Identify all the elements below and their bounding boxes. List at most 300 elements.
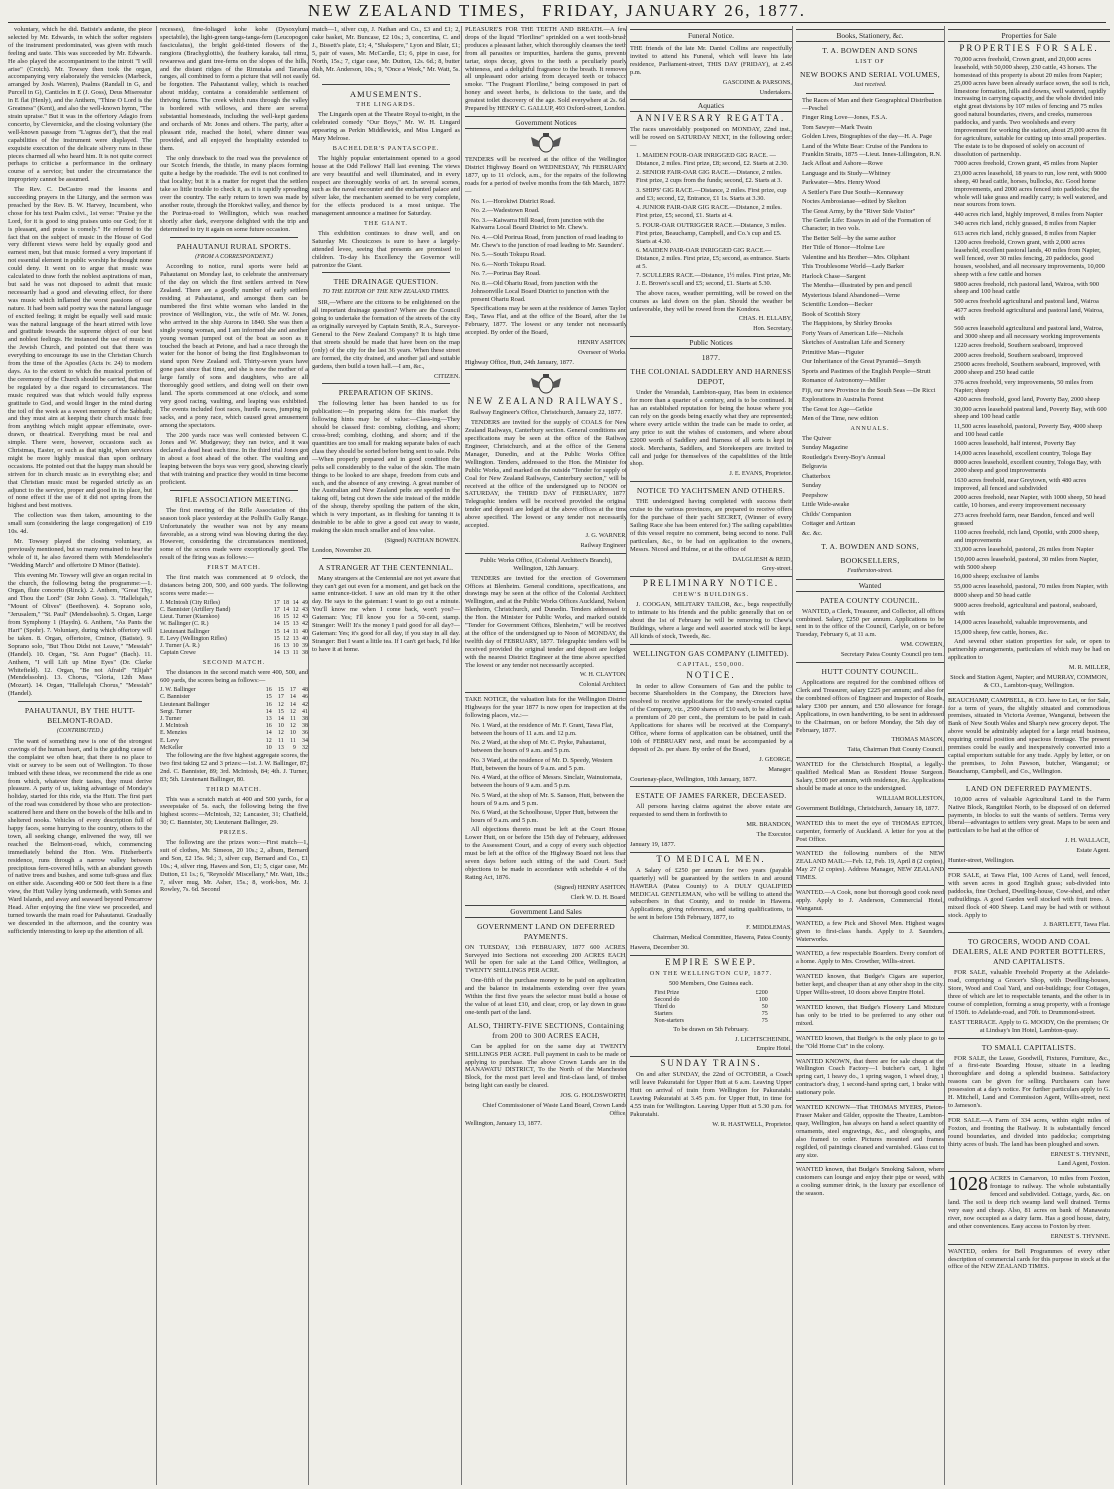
score-row (160, 687, 308, 694)
list-item: 8000 acres leasehold, excellent country, Tologa Bay, with 2000 sheep and good improvements (954, 459, 1101, 475)
list-item: 1. MAIDEN FOUR-OAR INRIGGED GIG RACE. —Distance, 2 miles. First prize, £8; second, £2. Starts at 2.30. (636, 152, 789, 167)
cell-value: 10 (265, 744, 272, 751)
acreage-number: 1028 (948, 1173, 988, 1196)
annual-list (796, 435, 944, 538)
advert-place: Highway Office, Hutt, 24th January, 1877. (465, 358, 574, 366)
advert-place: Wellington, January 13, 1877. (465, 1119, 542, 1127)
cell-value: 12 (289, 723, 296, 730)
advert-heading: LAND ON DEFERRED PAYMENTS. (965, 783, 1093, 793)
cell-value: 14 (277, 715, 284, 722)
article-subheading: (CONTRIBUTED.) (56, 728, 104, 735)
cell-value: 14 (292, 599, 299, 606)
cell-value: 15 (277, 687, 284, 694)
advert-text: TENDERS will be received at the office of the Wellington District Highway Board on WEDNESDAY, 7th FEBRUARY, 1877, up to 11 o'clock, a.m., for the repairs of the following roads for a period of twelve months from the 6th March, 1877:— (465, 155, 627, 195)
cell-name: Lieutenant Ballinger (160, 628, 210, 635)
cell-value: 14 (265, 730, 272, 737)
cell-name: J. Turner (A. R.) (160, 643, 200, 650)
cell-value: £200 (755, 989, 768, 996)
cell-value: 36 (302, 730, 308, 737)
advert-text: TAKE NOTICE, the valuation lists for the Wellington District Highways for the year 1877 is now open for inspection at the following places, viz.:— (465, 696, 627, 720)
score-table-2 (160, 687, 308, 752)
advert-heading: PRELIMINARY NOTICE. (642, 578, 780, 589)
wanted-advert: WANTED KNOWN—That THOMAS MYERS, Pieton-Fraser Maker and Gilder, opposite the Theatre, Lambton-quay, Wellington, has always on hand a select quantity of ornaments, steel engravings, &c., and oleographs, and also framed to order. Pictures mounted and frames regilded, oil paintings cleaned and varnished. Glass cut to any size. (796, 1104, 944, 1159)
cell-value: 38 (302, 715, 308, 722)
advert-text: And several other station properties for sale, or open to partnership arrangements, particulars of which may be had on application to (948, 638, 1110, 662)
wanted-advert: WANTED known, that Budge's Cigars are superior, better kept, and cheaper than at any other shop in the city. Upper Willis-street, 10 doors above Empire Hotel. (796, 973, 944, 997)
advert-text: WANTED for the Christchurch Hospital, a legally-qualified Medical Man as Resident House Surgeon. Salary, £300 per annum, with residence, &c. Applications should be made at once to the undersigned. (796, 761, 944, 792)
cell-value: 40 (302, 635, 308, 642)
list-item: Childs' Companion (802, 510, 852, 518)
cell-value: 14 (289, 694, 296, 701)
cell-value: 10 (277, 723, 284, 730)
cell-value: 13 (283, 643, 290, 650)
match-label: FIRST MATCH. (207, 564, 261, 572)
wanted-advert: WANTED KNOWN, that there are for sale cheap at the Wellington Coach Factory—1 butcher's cart, 1 light spring cart, 1 heavy do., 1 spring wagon, 1 wheel dray, 1 contractor's dray, 1 second-hand spring cart, 1 brake with stationary pole. (796, 1057, 944, 1097)
advert-heading: TO SMALL CAPITALISTS. (981, 1042, 1077, 1052)
wanted-advert: WANTED known, that Budge's Smoking Saloon, where customers can lounge and enjoy their pipe or weed, with a cooling summer drink, is the luxury par excellence of the season. (796, 1166, 944, 1198)
advert-signature: J. H. WALLACE, (1065, 837, 1110, 845)
list-item: 14,000 acres leasehold, excellent country, Tologa Bay (954, 449, 1092, 457)
article-text: The 200 yards race was well contested between C. Jones and W. Mudgeway; they ran twice, and it was declared a dead heat each time. In the third trial Jones got in about a foot ahead of the other. The vaulting and leaping between the boys was very good, showing clearly that with training and practice they would in time become proficient. (160, 431, 308, 486)
list-item: Sunday Magazine (802, 444, 848, 452)
cell-name: W. Ballinger (C. R.) (160, 621, 209, 628)
advert-signature: Railway Engineer. (580, 541, 627, 549)
advert-text: WANTED, a Clerk, Treasurer, and Collector, all offices combined. Salary, £250 per annum. Applications to be sent in to the office of the Council, Carlyle, on or before Tuesday, February 6, at 11 a.m. (796, 607, 944, 639)
article-text: The distances in the second match were 400, 500, and 600 yards, the scores being as follows:— (160, 669, 308, 685)
list-item: 55,000 acres leasehold, pastoral, 70 miles from Napier, with (954, 582, 1108, 590)
letter-address: TO THE EDITOR OF THE NEW ZEALAND TIMES. (322, 289, 450, 296)
list-item: The Better Self—by the same author (802, 234, 896, 242)
column-2 (156, 26, 308, 1485)
cell-value: 48 (302, 687, 308, 694)
list-item: 33,000 acres leasehold, pastoral, 26 miles from Napier (954, 546, 1094, 554)
advert-place: Courtenay-place, Wellington, 10th January, 1877. (630, 775, 757, 783)
list-item: Sunday (802, 482, 822, 490)
column-6 (792, 26, 944, 1485)
cell-value: 11 (290, 737, 296, 744)
section-heading: Wanted (796, 579, 944, 592)
list-item: 7. SCULLERS RACE.—Distance, 1½ miles. First prize, Mr. J. E. Brown's scull and £5; second, £1. Starts at 5.30. (636, 272, 792, 288)
wanted-advert: WANTED this to meet the eye of THOMAS EPTON, carpenter, formerly of Auckland. A letter for you at the Post Office. (796, 819, 944, 843)
list-item: Harlock Chase—Sargent (802, 272, 866, 280)
prize-row (654, 990, 767, 997)
list-item: 2. SENIOR FAIR-OAR GIG RACE.—Distance, 2 miles. First prize, 2 cups from the funds; second, £2. Starts at 3. (636, 169, 783, 185)
road-list (465, 198, 627, 304)
list-item: No. 5.—South Tokupu Road. (471, 251, 546, 259)
list-item: 9800 acres freehold, rich pastoral land, Wairoa, with 900 sheep and 100 head cattle (954, 280, 1100, 296)
cell-name: Second do (654, 996, 680, 1003)
list-item: 1200 acres freehold, Crown grant, with 2,000 acres leasehold, excellent pastoral lands, 40 miles from Napier, well fenced, over 30 miles fencing, 20 paddocks, good houses, woolshed, and all necessary improvements, 10,000 sheep with a few cattle and horses (954, 239, 1105, 279)
section-heading: Properties for Sale (948, 29, 1110, 42)
advert-text: Can be applied for on the same day at TWENTY SHILLINGS PER ACRE. Full payment in cash to be made on applying to purchase. The above Crown Lands are in the MANAWATU DISTRICT, To the North of the Manchester Block, for the most part level and first-class land, of timber being light can easily be cleared. (465, 1042, 627, 1090)
cell-value: 13 (277, 744, 284, 751)
advert-text: FOR SALE, the Lease, Goodwill, Fixtures, Furniture, &c., of a first-rate Boarding House, situate in a leading thoroughfare and doing a splendid business. Satisfactory reasons can be given for selling. Purchasers can have possession at a day's notice. For further particulars apply to G. H. Mitchell, Land and Commission Agent, Willis-street, next to Jameson's. (948, 1054, 1110, 1109)
list-item: Primitive Man—Figuier (802, 348, 864, 356)
list-item: No. 3 Ward, at the residence of Mr. D. Speedy, Western Hutt, between the hours of 9 a.m. and 5 p.m. (471, 756, 613, 772)
cell-value: 12 (292, 614, 299, 621)
article-text: This exhibition continues to draw well, and on Saturday Mr. Chouiczoes is sure to have a largely-attended levee, seeing that presents are promised to children. To-day his Excellency the Governor will patronize the Giant. (312, 229, 460, 269)
advert-signature: W. H. CLAYTON, (579, 671, 627, 679)
list-item: No. 5 Ward, at the shop of Mr. S. Sanson, Hutt, between the hours of 9 a.m. and 5 p.m. (471, 791, 625, 807)
advert-subheading: ON THE WELLINGTON CUP, 1877. (649, 969, 773, 977)
cell-name: J. McIntosh (160, 723, 189, 730)
list-item: 500 acres freehold agricultural and pastoral land, Wairoa (954, 297, 1099, 305)
wanted-advert: WANTED, a few Pick and Shovel Men. Highest wages given to first-class hands. Apply to J. Saunders, Waterworks. (796, 919, 944, 943)
column-7 (944, 26, 1110, 1485)
score-table-1 (160, 600, 308, 658)
advert-place: Hunter-street, Wellington. (948, 857, 1015, 865)
list-item: 2000 acres freehold, Southern seaboard, improved (954, 351, 1083, 359)
cell-value: 15 (273, 628, 280, 635)
list-item: No. 6 Ward, at the Schoolhouse, Upper Hutt, between the hours of 9 a.m. and 5 p.m. (471, 809, 618, 824)
list-item: Parkwater—Mrs. Henry Wood (802, 179, 881, 187)
cell-value: 16 (265, 723, 272, 730)
advert-text: The races unavoidably postponed on MONDAY, 22nd inst., will be rowed on SATURDAY NEXT, in the following order:— (630, 126, 792, 150)
advert-heading: ESTATE OF JAMES FARKER, DECEASED. (635, 791, 787, 801)
list-item: No. 1 Ward, at the residence of Mr. F. Grant, Tawa Flat, between the hours of 11 a.m. and 12 p.m. (471, 722, 614, 737)
advert-text: BEAUCHAMP, CAMPBELL, & CO. have to Let, or for Sale, for a term of years, the slightly situated and commodious premises, situated in Victoria Avenue, Wanganui, between the Bank of New South Wales and Sharp's new grocery depot. The above would be admirably adapted for a large retail business, requiring central position and spacious frontage. The present premises could be easily and inexpensively converted into a capital emporium suitable for any trade. Apply by letter, or on the premises, to John Pawson, butcher, Wanganui; or Beauchamp, Campbell, and Co., Wellington. (948, 696, 1110, 775)
list-item: Peepshow (802, 491, 828, 499)
article-text: voluntary, which he did. Batiste's andante, the piece selected by Mr. Edwards, in which the softer registers of the instrument predominated, was given with much feeling and taste. This was succeeded by Mr. Edwards. He also played the accompaniment to the introit "I will arise" (Crotch). Mr. Towsey then took the organ, accompanying very elaborately the versicles (Marbeck, arranged by Josh. Warren), Psalms (Randall in G, and Purcell in G), Canticles in E (J. Goss), Deus Misereatur in E flat (Henly), and the Anthem, "Thine O Lord is the Greatness" (Kent), and also the well-known hymn, "The strain upraise." But it was in the offertory Adagio from concerto, by Clevernicke, and the closing voluntary (the well-known passage from "L'agnus dei"), that the real capabilities of the instrument were displayed. The exquisite execution of the delicate silvery runs in these pieces charmed all who heard him. It is not quite correct perhaps to criticise a performance in the ordinary course of a service; but under the circumstance the impropriety cannot be assumed. (8, 26, 152, 184)
list-item: 4677 acres freehold agricultural and pastoral land, Wairoa, with (954, 307, 1104, 323)
advert-heading: EMPIRE SWEEP. (664, 956, 757, 967)
advert-text: ON TUESDAY, 13th FEBRUARY, 1877 600 ACRES, Surveyed into Sections not exceeding 200 ACRES EACH, Will be open for sale at the Land Office, Wellington, at TWENTY SHILLINGS PER ACRE. (465, 943, 627, 975)
list-item: 340 acres rich land, richly grassed, 8 miles from Napier (954, 220, 1097, 228)
list-item: 11,500 acres leasehold, pastoral, Poverty Bay, 4000 sheep and 100 head cattle (954, 422, 1102, 438)
list-item: Mysterious Island Abandoned—Verne (802, 291, 900, 299)
advert-subheading: CHEW'S BUILDINGS. (672, 591, 750, 599)
article-text: This evening Mr. Towsey will give an organ recital in the church, the following being the programme:—1. Organ, flute concerto (Rinck). 2. Anthem, "Great Thy, and Thou the Lord" (Sir John Goss). 3. "Hallelujah," "Mount of Olives" (Beethoven). 4. Soprano solo, "Jerusalem," "St. Paul" (Mendelssohn). 5. Organ, Large from Symphony 1 (Haydn). 6. Anthem, "As Pants the Hart" (Spohr). 7. Voluntary, during which offertory will be taken. 8. Organ, offertoire, Cminor, (Batiste). 9. Soprano solo, "But Thou Didst not Leave," "Messiah" (Handel). 10. Organ, "St. Ann Fugue" (Bach). 11. Anthem, "I will Lift up Mine Eyes" (Dr. Clarke Whitefield). 12. Organ, "Be not Afraid" "Elijah" (Mendelssohn). 13. Chorus, "Gloria, 12th Mass (Mozart). 14. Organ, "Hallelujah Chorus," "Messiah" (Handel). (8, 571, 152, 698)
advert-signature: Taita, Chairman Hutt County Council. (847, 746, 944, 754)
wanted-advert: WANTED, a few respectable Boarders. Every comfort of a home. Apply to Mrs. Crowther, Willis-street. (796, 950, 944, 966)
score-row (160, 730, 308, 737)
list-item: Belgravia (802, 463, 827, 471)
article-text: Mr. Towsey played the closing voluntary, as previously mentioned, but so many remained to hear the whole of it, he also favored them with Mendelssohn's "Wedding March" and offertoire D Minor (Batiste). (8, 538, 152, 569)
list-item: Fiji, our new Province in the South Seas —De Ricci (802, 386, 936, 394)
royal-arms-icon (526, 132, 566, 154)
list-item: 14,000 acres leasehold, valuable improvements, and (954, 619, 1088, 627)
list-item: 150,000 acres leasehold, pastoral, 30 miles from Napier, with 5000 sheep (954, 555, 1099, 571)
list-item: No. 6.—North Tokupu Road. (471, 260, 546, 268)
cell-name: C. Bannister (160, 694, 190, 701)
list-item: Land of the White Bear: Cruise of the Pandora to Franklin Straits, 1875 —Lieut. Innes-Lillingston, R.N. (802, 142, 942, 158)
score-row (160, 716, 308, 723)
article-text: The following are the prizes won:—First match—1, suit of clothes, Mr. Simeon, 20 10s.; 2, album, Bernard and Son, £2 15s. 9d.; 3, silver cup, Bernard and Co., £1 10s.; 4, silver ring, Hawes and Son, £1; 5, cigar case, Mr. Dutton, £1 1s.; 6, "Reynolds' Miscellany," Mr. Watt, 18s.; 7, silver mug, Mr. Asher, 15s.; 8, work-box, Mr. J. Rowley, 7s. 6d. Second (160, 839, 308, 894)
advert-signature: Empire Hotel. (756, 1045, 792, 1053)
section-heading: Government Notices (465, 116, 627, 129)
article-text: This was a scratch match at 400 and 500 yards, for a sweepstake of 5s. each, the following being the five highest scores:—McIntosh, 32; Lancaster, 31; Chatfield, 30; C. Bannister, 30; Lieutenant Ballinger, 29. (160, 795, 308, 827)
article-text: The Lingards open at the Theatre Royal to-night, in the celebrated comedy "Our Boys," Mr. W. H. Lingard appearing as Perkin Middlewick, and Miss Lingard as Mary Melrose. (312, 111, 460, 142)
prize-row (654, 1004, 767, 1011)
advert-signature: Manager. (768, 765, 792, 773)
column-4 (461, 26, 627, 1485)
list-item: Sports and Pastimes of the English People—Strutt (802, 367, 931, 375)
cell-value: 12 (265, 737, 272, 744)
list-item: Book of Scottish Story (802, 310, 861, 318)
advert-body: ACRES in Carnarvon, 10 miles from Foxton, frontage to railway. The whole substantially fenced and subdivided. Cottage, yards, &c. on land. The soil is deep rich swamp land well drained. Terms very easy and cheap. Also, 81 acres on bank of Manawatu river, now occupied as a dairy farm. Has a good house, dairy, and other conveniences. Easy access to Foxton by river. (948, 1175, 1110, 1230)
issue-date: FRIDAY, JANUARY 26, 1877. (542, 1, 806, 20)
list-item: Tom Sawyer—Mark Twain (802, 123, 872, 131)
cell-value: 11 (278, 737, 284, 744)
advert-signature: J. LICHTSCHEINDL, (735, 1035, 792, 1043)
article-heading: THE DRAINAGE QUESTION. (333, 277, 439, 287)
list-item: No. 2.—Wadestown Road. (471, 207, 540, 214)
cell-value: 10 (289, 730, 296, 737)
advert-signature: W. R. HASTWELL, Proprietor. (712, 1120, 792, 1128)
advert-signature: Clerk W. D. H. Board. (570, 893, 627, 901)
cell-value: 16 (265, 701, 272, 708)
advert-text: FOR SALE, at Tawa Flat, 100 Acres of Land, well fenced, with seven acres in good English grass; sub-divided into paddocks, fine Orchard, Dwelling-house, Cow-shed, and other outbuildings. A good Garden well stocked with fruit trees. A mixed flock of 400 Sheep. Land may be had with or without stock. Apply to (948, 871, 1110, 919)
list-item: Little Wide-awake (802, 501, 850, 509)
score-row (160, 709, 308, 716)
advert-text (948, 1175, 1110, 1230)
cell-value: 50 (761, 1004, 768, 1011)
list-item: No. 3.—Kaiwarra Hill Road, from junction with the Kaiwarra Local Board District to Mr. Chew's. (471, 216, 605, 232)
advert-signature: J. GEORGE, (759, 755, 792, 763)
cell-value: 12 (277, 730, 284, 737)
cell-name: Sergt. Turner (160, 708, 192, 715)
cell-name: J. W. Ballinger (160, 687, 196, 694)
list-item: The Quiver (802, 434, 832, 442)
score-row (160, 694, 308, 701)
advert-heading: PROPERTIES FOR SALE. (959, 43, 1099, 53)
section-heading: Funeral Notice. (630, 29, 792, 42)
list-item: Cottager and Artizan (802, 520, 856, 528)
cell-name: Lieut. Turner (Ktamkoo) (160, 614, 220, 621)
article-subheading: (FROM A CORRESPONDENT.) (195, 253, 273, 260)
list-item: 7000 acres freehold, Crown grant, 45 miles from Napier (954, 160, 1098, 168)
cell-name: Captain Crewe (160, 650, 196, 657)
advert-text: PLEASURE'S FOR THE TEETH AND BREATH.—A few drops of the liquid "Floriline" sprinkled on a wet tooth-brush produces a pleasant lather, which thoroughly cleanses the teeth from all parasites or impurities, hardens the gums, prevents tartar, stops decay, gives to the teeth a peculiarly pearly whiteness, and a delightful fragrance to the breath. It removes all unpleasant odor arising from decayed teeth or tobacco smoke. "The Fragrant Floriline," being composed in part of honey and sweet herbs, is delicious to the taste, and the greatest toilet discovery of the age. Sold everywhere at 2s. 6d. Prepared by HENRY C. GALLUP, 493 Oxford-street, London. (465, 26, 627, 113)
article-text: The Rev. C. DeCastro read the lessons and succeeding prayers in the Liturgy, and the sermon was preached by the Rev. B. W. Harvey, Incumbent, who chose for his text Psalm cxlvi., 1st verse: "Praise ye the Lord, for it is good to sing praises unto our God; for it is pleasant, and praise is comely." He referred to the fact that on the subject of music in the House of God very different views were held by equally good and earnest men, but that music formed a very important if not essential element in public worship he thought none could deny. It went on to argue that music was calculated to draw forth the noblest aspirations of man, but said he was not disposed to admit that music necessarily had a good and elevating effect, for there was music which inflamed the worst passions of our nature. It had been said poetry was the natural language of excited feeling; it might be equally well said music was the natural language of the heart stirred with love and gratitude towards the supreme object of our best and noblest feelings. He instanced the use of music in the Jewish Church, and pointed out that there was everything to encourage its use in the Christian Church from the time of the Apostles (Acts iv. 24) to modern days. As to the extent to which the musical portion of the ceremony of the Church should be carried, that must be regulated by a due regard to circumstances. The music required was that which would fully express gratitude to God, and would linger in the mind during the toil of the week as a sweet memory of the Sabbath; and they must aim at keeping their church music free from anything which might appear effeminate, over-drawn, or theatrical. Everything must be real and simple. There were, however, occasions such as Christmas, Easter, or such as that night, when services might be more highly musical than upon ordinary occasions. He pointed out that the happy man should be striven for in church music as in everything else; and that Christian music must be regarded strictly as an adjunct to the service, proper and good in its place, but of none effect if the use of it did not spring from the highest and best motives. (8, 186, 152, 510)
ward-list (465, 722, 627, 825)
list-item: The Gentle Life: Essays in aid of the Formation of Character; in two vols. (802, 217, 932, 233)
property-list (948, 56, 1110, 637)
section-heading: Aquatics (630, 99, 792, 112)
list-item: No. 7.—Porirua Bay Road. (471, 270, 541, 278)
cell-value: 18 (283, 599, 290, 606)
cell-value: 15 (277, 708, 284, 715)
column-5 (626, 26, 792, 1485)
advert-signature: J. BARTLETT, Tawa Flat. (1043, 921, 1110, 929)
section-heading: Government Land Sales (465, 905, 627, 918)
list-item: Scientific London—Becker (802, 301, 873, 309)
advert-place: Featherston-street. (847, 567, 893, 574)
list-item: The Races of Man and their Geographical Distribution—Peschel (802, 96, 942, 112)
list-item: 376 acres freehold, very improvements, 50 miles from Napier; sheep (954, 378, 1093, 394)
list-item: Chatterbox (802, 472, 831, 480)
advert-text: TENDERS are invited for the supply of COALS for New Zealand Railways, Canterbury section. General conditions and specifications may be seen at the office of the Railway Engineer, Christchurch, and at the office of the General Manager, Dunedin, and at the Public Works Office, Wellington. Tenders, addressed to the Hon. the Minister for Public Works, and marked on the outside "Tender for supply of Coal for New Zealand Railways, Canterbury section," will be received at the office of the undersigned up to NOON on SATURDAY, the THIRD DAY of FEBRUARY, 1877. Telegraphic tenders will be received provided the original tender and deposit are lodged at the above offices at the time above specified. The lowest or any tender not necessarily accepted. (465, 419, 627, 530)
cell-value: 13 (283, 650, 290, 657)
advert-text: The above races, weather permitting, will be rowed on the courses as laid down on the plan. Should the weather be unfavorable, they will be rowed from the Kondora. (630, 289, 792, 313)
cell-value: 11 (292, 650, 299, 657)
cell-value: 15 (283, 614, 290, 621)
prize-row (654, 997, 767, 1004)
newspaper-title: NEW ZEALAND TIMES, (308, 1, 527, 20)
cell-value: 38 (302, 723, 308, 730)
advert-heading: NOTICE. (686, 669, 736, 680)
advert-signature: CHAS. H. ELLABY, (738, 315, 792, 323)
list-item: Valentine and his Brother—Mrs. Oliphant (802, 253, 910, 261)
list-item: 1600 acres leasehold, half interest, Poverty Bay (954, 440, 1076, 448)
advert-signature: Secretary Patea County Council pro tem. (840, 651, 944, 659)
advert-heading: TO GROCERS, WOOD AND COAL DEALERS, ALE AND PORTER BOTTLERS, AND CAPITALISTS. (952, 937, 1106, 967)
advert-signature: BOOKSELLERS, (840, 555, 900, 565)
cell-value: 12 (289, 708, 296, 715)
cell-value: 17 (289, 687, 296, 694)
list-item: 4200 acres freehold, good land, Poverty Bay, 2000 sheep (954, 396, 1100, 404)
list-item: Noctes Ambrosianae—edited by Skelton (802, 198, 907, 206)
cell-value: 34 (302, 737, 308, 744)
advert-text: On and after SUNDAY, the 22nd of OCTOBER, a Coach will leave Pakuratahi for Upper Hutt at 6 a.m. Leaving Upper Hutt on arrival of train from Wellington for Pakuratahi. Leaving Pakuratahi at 3.45 p.m. for Upper Hutt, in time for 4.55 train for Wellington. Leaving Upper Hutt at 5.30 p.m. for Pakuratahi. (630, 1071, 792, 1118)
list-item: The Great Army, by the "River Side Visitor" (802, 207, 916, 215)
advert-signature: Colonial Architect. (579, 681, 627, 689)
list-item: 25000 acres freehold, Southern seaboard, improved, with 2000 sheep and 250 head cattle (954, 361, 1101, 377)
article-heading: PAHAUTANUI, BY THE HUTT-BELMONT-ROAD. (24, 706, 136, 726)
advert-heading: TO MEDICAL MEN. (656, 853, 766, 864)
masthead (0, 0, 1114, 22)
advert-text: THE undersigned having completed with success their cruise to the various provinces, are prepared to receive offers for the purchase of their yacht SECRET, (Winner of every Sailing Race she has been entered for.) The sailing capabilities of this vessel require no comment, being second to none. Full particulars, &c., to be had on application to the owners, Messrs. Nicool and Hulme, or at the office of (630, 498, 792, 553)
list-item: A Settler's Fare Due South—Kennaway (802, 188, 904, 196)
advert-heading: THE COLONIAL SADDLERY AND HARNESS DEPOT, (630, 367, 792, 387)
cell-value: 46 (302, 694, 308, 701)
cell-value: 42 (302, 701, 308, 708)
advert-heading: NEW ZEALAND RAILWAYS. (467, 396, 625, 407)
advert-heading: NEW BOOKS AND SERIAL VOLUMES, (800, 69, 940, 79)
advert-signature: Hon. Secretary. (753, 325, 792, 333)
advert-signature: Overseer of Works. (578, 348, 627, 356)
cell-value: 14 (289, 701, 296, 708)
list-item: Men of the Time, new edition (802, 415, 878, 423)
list-item: The Mentha—illustrated by pen and pencil (802, 282, 912, 290)
advert-signature: Land Agent, Foxton. (1057, 1160, 1110, 1168)
advert-text: 10,000 acres of valuable Agricultural Land in the Farm Native Block, Rangitikei North, to be disposed of on deferred payments, in blocks to suit the wants of settlers. Terms very liberal—advantages to settlers very great. Maps to be seen and particulars to be had at the office of (948, 795, 1110, 835)
cell-value: 12 (277, 701, 284, 708)
book-list (796, 97, 944, 423)
article-text: match—1, silver cup, J. Nathan and Co., £3 and £1; 2, cake basket, Mr. Buncase, £2 10s.; 3, concertina, C. and J., Bissett's plate, £1; 4, "Shakspere," Lyon and Blair, £1; 5, pair of vases, Mr. McCardle, £1; 6, pipe in case, for North, 15s.; 7, cigar case, Mr. Dutton, 12s. 6d.; 8, butter dish, Mr. Anderson, 10s.; 9, "Once a Week," Mr. Watt, 5s. 6d. (312, 26, 460, 81)
cell-value: 32 (302, 744, 308, 751)
cell-value: 13 (292, 635, 299, 642)
cell-value: 42 (302, 621, 308, 628)
advert-text: FOR SALE, valuable Freehold Property at the Adelaide-road, comprising a Grocer's Shop, with Dwelling-houses, Store, Wood and Coal Yard, and out-buildings; four Cottages, three of which are let to respectable tenants, and the other is in course of completion, forming a snug property, with a frontage of 150ft. to Adelaide-road, and 70ft. to Drummond-street. (948, 969, 1110, 1016)
cell-value: 17 (273, 607, 280, 614)
article-heading: A STRANGER AT THE CENTENNIAL. (318, 562, 454, 572)
advert-text: To be drawn on 5th February. (673, 1025, 749, 1033)
list-item: 440 acres rich land, highly improved, 8 miles from Napier (954, 210, 1103, 218)
list-item: No. 1.—Horokiwi District Road. (471, 197, 556, 205)
cell-value: 10 (292, 643, 299, 650)
advert-text: J. COOGAN, MILITARY TAILOR, &c., begs respectfully to intimate to his friends and the public generally that on or about the 1st of February he will be removing to Chew's Buildings, where a large and well assorted stock will be kept. All kinds of stock, Tweeds, &c. (630, 601, 792, 640)
advert-signature: J. E. EVANS, Proprietor. (729, 470, 792, 478)
list-item: The Happistons, by Shirley Brooks (802, 320, 892, 328)
advert-address: Railway Engineer's Office, Christchurch, January 22, 1877. (469, 409, 623, 417)
score-row (160, 643, 308, 650)
cell-value: 14 (273, 621, 280, 628)
advert-place: Government Buildings, Christchurch, January 18, 1877. (796, 804, 940, 812)
prize-row (654, 1011, 767, 1018)
advert-text: All objections thereto must be left at the Court House, Lower Hutt, on or before the 15th day of February, addressed to the Assessment Court, and a copy of every such objection must be left at the office of the Highway Board not less than seven days before such sitting of the said Court. Such objections to be made in accordance with schedule 4 of the Rating Act, 1876. (465, 826, 627, 881)
article-heading: PREPARATION OF SKINS. (338, 388, 434, 398)
list-item: 6. MAIDEN PAIR-OAR INRIGGED GIG RACE.—Distance, 2 miles. First prize, £5; second, as entrance. Starts at 5. (636, 247, 790, 270)
advert-text: TENDERS are invited for the erection of Government Offices at Blenheim. General conditions, specifications, and drawings may be seen at the office of the Colonial Architect, Wellington, and at the Public Works Offices Auckland, Nelson, Blenheim, Christchurch, and Dunedin. Tenders addressed to the Hon. the Minister for Public Works, and marked outside "Tender for Government Offices, Blenheim," will be received at the office of the undersigned up to Noon of MONDAY, the twelfth day of FEBRUARY, 1877. Telegraphic tenders will be received provided the original tender and deposit are lodged with the nearest District Engineer at the time above specified. The lowest or any tender not necessarily accepted. (465, 574, 627, 669)
cell-name: C. Bannister (Artillery Band) (160, 607, 231, 614)
list-item: Jack Afloat and Ashore—Rowe (802, 160, 883, 168)
article-text: The highly popular entertainment opened to a good house at the Odd Fellows' Hall last evening. The views are very beautiful and well illuminated, and in every respect are thoroughly works of art. In several scenes, such as the naval encounter and the enchanted palace and silver lake, the mechanism seemed to be very complete, for the effects produced is a most unique. The management announce a matinee for Saturday. (312, 154, 460, 218)
match-label: SECOND MATCH. (202, 659, 266, 667)
cell-value: 14 (265, 708, 272, 715)
cell-value: 14 (283, 607, 290, 614)
article-text: The only drawback to the road was the prevalence of our Scotch friends, the thistle, in many places forming quite a hedge by the roadside. The evil is not confined to that locality; but it is a matter for regret that the settlers take so little trouble to check it, as it is rapidly spreading over the country. The early return to town was made by another route, through the Horokiwi valley, and thence by the Porirua-road to Wellington, which was reached shortly after dark, everyone delighted with the trip and determined to try it again on some future occasion. (160, 154, 308, 233)
advert-subheading: Just received. (853, 81, 887, 88)
article-heading: PAHAUTANUI RURAL SPORTS. (176, 241, 292, 251)
list-item: 1220 acres freehold, Southern seaboard, improved (954, 342, 1083, 350)
cell-name: E. Levy (160, 737, 179, 744)
list-item: 5. FOUR-OAR OUTRIGGER RACE.—Distance, 3 miles. First prize, Beauchamp, Campbell, and Co.'s cup and £5. Starts at 4.30. (636, 221, 786, 245)
article-text: The following letter has been handed to us for publication:—In preparing skins for this market the following hints may be of value:—Class-ing—They should be classed first: combing, clothing, and shorn; cross-bred; combing, clothing, and shorn; and if the quantities are too small for making separate bales of each class they should be sorted before being sent to sale. Pelts—When properly prepared and in good condition the pelts sell considerably to the value of the skin. The main things to be looked to are shape, freedom from cuts and such, and the absence of any crewing. A great number of the Australian and New Zealand pelts are spoiled in the taking off, being cut down the side instead of the middle of the shoup, thereby spoiling the pattern of the skin, which is very important, as in fleshing for tanning it is desirable to be able to give a good cut away to waste, making the skin much smaller and of less value. (312, 400, 460, 534)
cell-value: 39 (302, 643, 308, 650)
advert-text: Applications are required for the combined offices of Clerk and Treasurer, salary £225 per annum; and also for the combined offices of Engineer and Inspector of Roads, salary £300 per annum, and £50 allowance for forage. Applications, in own handwriting, to be sent in addressed to the Chairman, on or before Monday, the 5th day of February, 1877. (796, 679, 944, 734)
list-item: 8000 sheep and 50 head cattle (954, 592, 1031, 600)
list-item: 4. JUNIOR FAIR-OAR GIG RACE.—Distance, 2 miles. First prize, £5; second, £1. Starts at 4. (636, 204, 782, 220)
advert-text: All persons having claims against the above estate are requested to send them in forthwith to (630, 803, 792, 819)
column-3 (308, 26, 460, 1485)
cell-value: 100 (758, 996, 768, 1003)
cell-value: 43 (302, 607, 308, 614)
score-row (160, 702, 308, 709)
advert-signature: ERNEST S. THYNNE, (1050, 1150, 1110, 1158)
advert-address: Public Works Office, (Colonial Architect's Branch), Wellington, 12th January. (480, 556, 612, 572)
article-text: SIR,—Where are the citizens to be enlightened on the all important drainage question? Where are the Council going to undertake the formation of the streets of the city as originally surveyed by Captain Smith, R.A., Surveyor-General to the New Zealand Company? It is high time that streets should be made that have been on the map (only) of the city for the last 36 years. When these street are formed, the city drained, and another jail and suitable gardens, then build a town hall.—I am, &c., (312, 299, 460, 370)
advert-signature: Estate Agent. (1076, 847, 1110, 855)
advert-heading: HUTT COUNTY COUNCIL. (821, 667, 919, 677)
prize-table (654, 990, 767, 1026)
list-item: This Troublesome World—Lady Barker (802, 263, 905, 271)
advert-subheading: CAPITAL, £50,000. (677, 660, 745, 668)
wanted-advert: WANTED.—A Cook, none but thorough good cook need apply. Apply to J. Anderson, Commercial Hotel, Wanganui. (796, 889, 944, 912)
advert-heading: T. A. BOWDEN AND SONS (822, 46, 918, 55)
cell-value: 12 (283, 635, 290, 642)
cell-value: 43 (302, 614, 308, 621)
wanted-advert: WANTED known, that Budge's Flowery Land Mixture has only to be tried to be preferred to any other out mixed. (796, 1004, 944, 1027)
cell-value: 9 (292, 744, 296, 751)
prize-row (654, 1018, 767, 1025)
cell-value: 15 (283, 621, 290, 628)
article-text: The first match was commenced at 9 o'clock, the distances being 200, 500, and 600 yards. The following scores were made:— (160, 574, 308, 597)
list-item: No. 2 Ward, at the shop of Mr. C. Pryke, Pahautanui, between the hours of 9 a.m. and 5 p.m. (471, 739, 606, 755)
advert-subheading: ANNUALS. (850, 424, 890, 432)
article-text: According to notice, rural sports were held at Pahautanui on Monday last, to celebrate the anniversary of the day on which the first settlers arrived in New Zealand. There are a goodly number of early settlers residing at Pahautanui, and amongst them can be numbered the first white woman who landed in the province of Wellington, viz., the wife of Mr. W. Jones, who arrived in the ship Aurora in 1840. She was then a single young woman, and I am informed she and another young woman jumped out of the boat as soon as it touched the beach at Petone, and had a race through the water for the honor of being the first Englishwoman to stand upon New Zealand soil. Thirty-seven years have gone past since that time, and she is now the mother of a large family of sons and daughters, who are all thoroughly good settlers, and doing well on their own land. The sports commenced at one o'clock, and some very good racing, vaulting, and leaping was exhibited. The events included foot races, hurdle races, jumping in sacks, and a pony race, which caused great amusement among the spectators. (160, 263, 308, 429)
section-heading: Books, Stationery, &c. (796, 29, 944, 42)
cell-value: 15 (265, 694, 272, 701)
letter-signature: CITIZEN. (433, 372, 460, 380)
letter-signature: (Signed) NATHAN BOWEN. (384, 536, 460, 544)
advert-signature: WILLIAM ROLLESTON, (876, 794, 944, 802)
cell-value: 16 (265, 687, 272, 694)
advert-heading: WELLINGTON GAS COMPANY (LIMITED). (633, 648, 789, 658)
section-heading: Public Notices (630, 336, 792, 349)
cell-value: 17 (277, 694, 284, 701)
advert-text: Specifications may be seen at the residence of James Taylor, Esq., Tawa Flat, and at the office of the Board, after the 1st February, 1877. The lowest or any tender not necessarily accepted. By order of the Board, (465, 305, 627, 336)
list-item: Language and its Study—Whitney (802, 169, 891, 177)
score-row (160, 600, 308, 607)
advert-signature: J. G. WARNER, (585, 531, 627, 539)
article-heading: RIFLE ASSOCIATION MEETING. (174, 494, 294, 504)
advert-signature: EAST TERRACE. Apply to G. MOODY, On the premises; Or at Lindsay's Inn Hotel, Lambton-quay. (949, 1018, 1109, 1034)
advert-text: In order to allow Consumers of Gas and the public to become Shareholders in the Company, the Directors have resolved to receive applications for the newly-created capital of the Company, viz., 2500 shares of £10 each, to be allotted at a premium of 20 per cent., the premium to be paid in cash. Applications for shares will be received at the Company's Office, where forms of application can be obtained, until the 10th of FEBRUARY next, and must be accompanied by a deposit of 2s. per share. By order of the Board, (630, 682, 792, 753)
score-row (160, 621, 308, 628)
cell-name: Third do (654, 1004, 676, 1011)
advert-heading: ALSO, THIRTY-FIVE SECTIONS, Containing from 200 to 300 ACRES EACH, (467, 1020, 625, 1040)
